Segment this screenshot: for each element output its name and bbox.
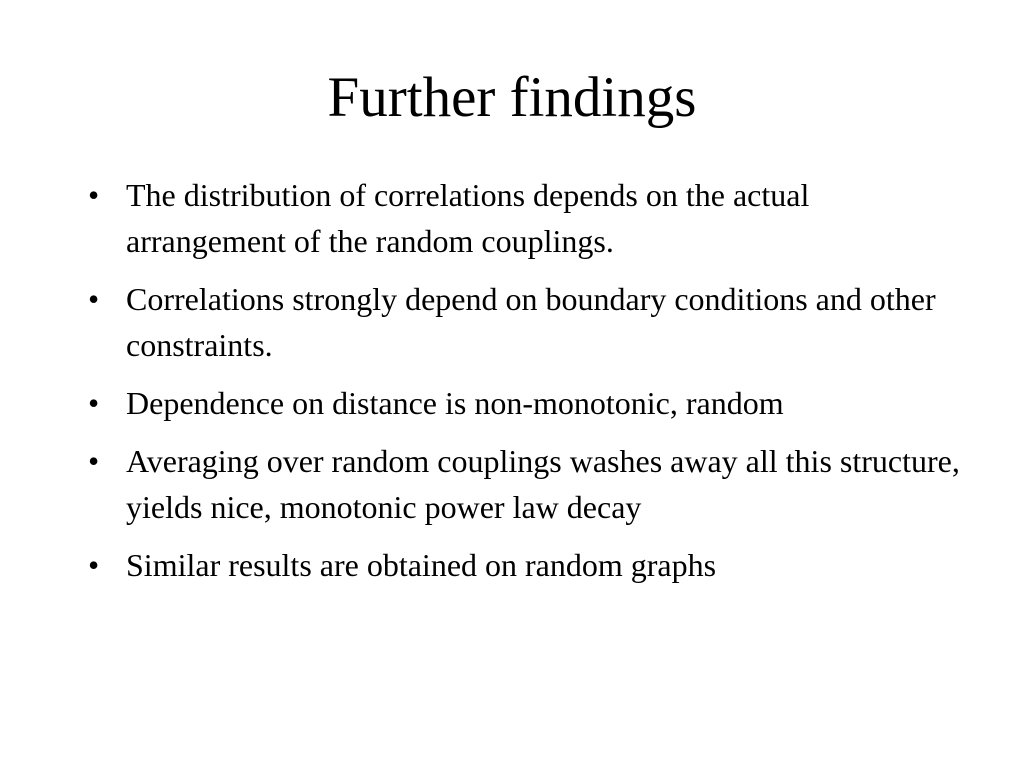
bullet-icon: • xyxy=(88,385,100,421)
bullet-text: Averaging over random couplings washes away all this structure, yields nice, monotonic power law decay xyxy=(126,443,960,525)
bullet-icon: • xyxy=(88,177,100,213)
bullet-text: Dependence on distance is non-monotonic, random xyxy=(126,385,784,421)
bullet-icon: • xyxy=(88,281,100,317)
list-item xyxy=(88,172,968,264)
list-item xyxy=(88,438,968,530)
list-item xyxy=(88,276,968,368)
bullet-list xyxy=(88,172,968,600)
slide-title: Further findings xyxy=(327,66,697,129)
list-item xyxy=(88,542,968,588)
bullet-text: Correlations strongly depend on boundary conditions and other constraints. xyxy=(126,281,936,363)
bullet-icon: • xyxy=(88,443,100,479)
list-item xyxy=(88,380,968,426)
bullet-icon: • xyxy=(88,547,100,583)
bullet-text: The distribution of correlations depends on the actual arrangement of the random couplings. xyxy=(126,177,810,259)
bullet-text: Similar results are obtained on random graphs xyxy=(126,547,717,583)
